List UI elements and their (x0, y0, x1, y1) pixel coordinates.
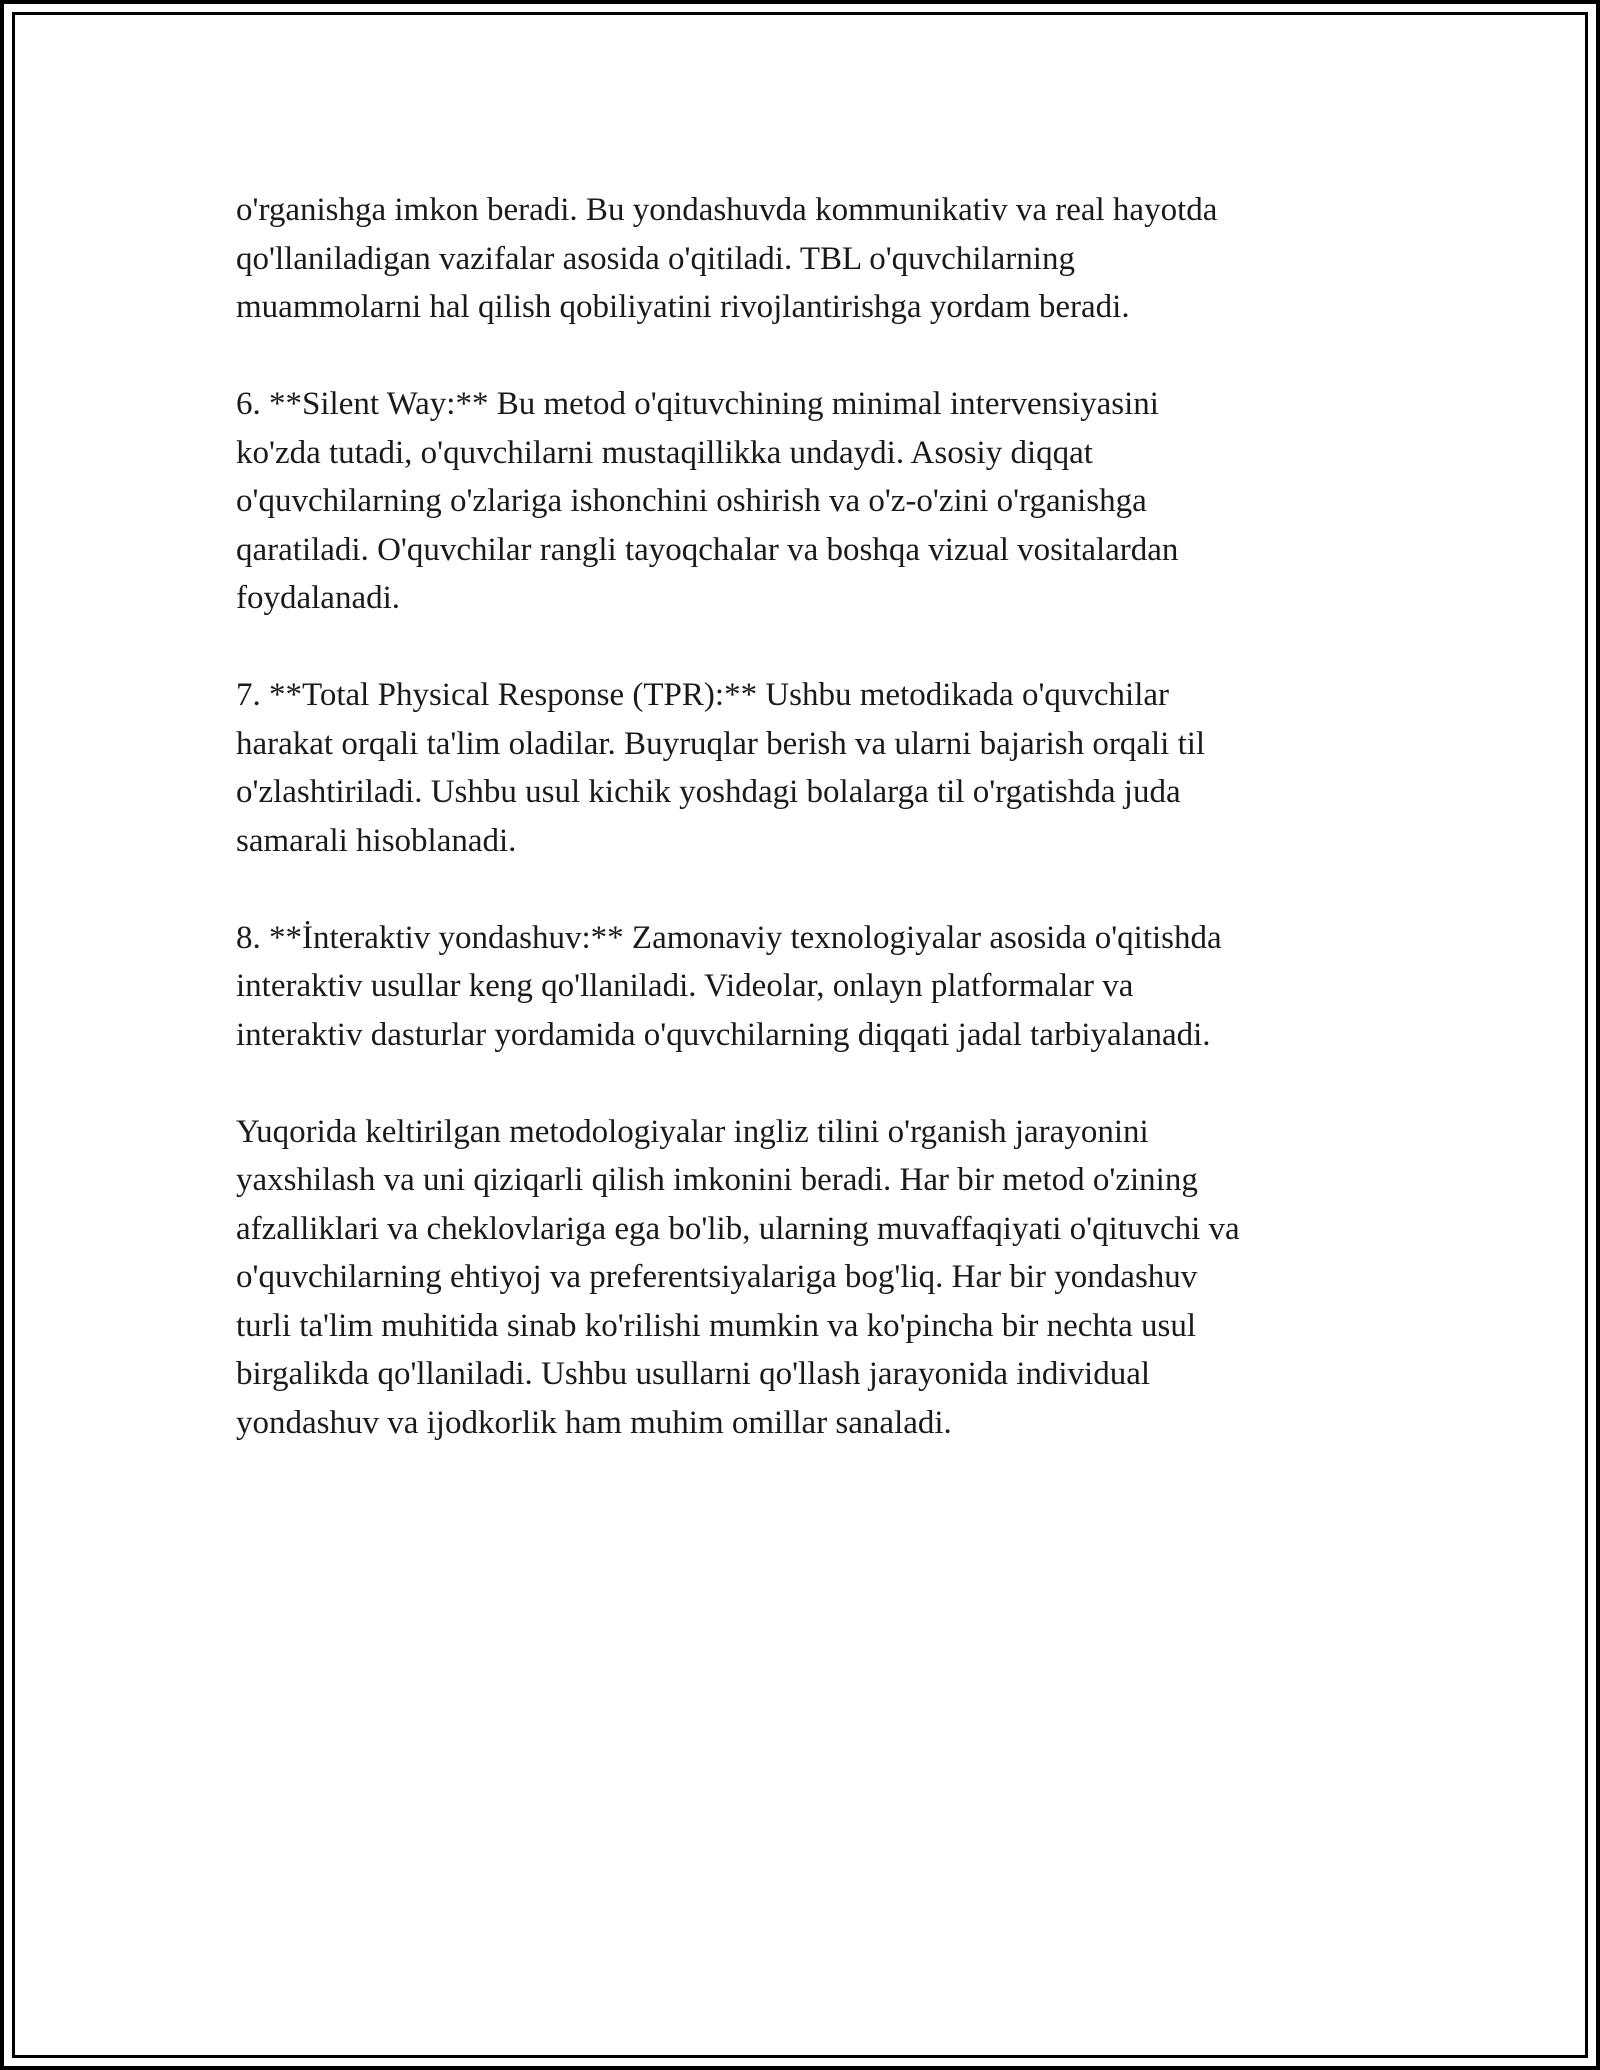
paragraph-interactive-approach: 8. **İnteraktiv yondashuv:** Zamonaviy texnologiyalar asosida o'qitishda interaktiv usullar keng qo'llaniladi. Videolar, onlayn platformalar va interaktiv dasturlar yordamida o'quvchilarning diqqati jadal tarbiyalanadi. (236, 919, 1222, 1053)
paragraph-tbl-continuation: o'rganishga imkon beradi. Bu yondashuvda kommunikativ va real hayotda qo'llaniladigan vazifalar asosida o'qitiladi. TBL o'quvchilarning muammolarni hal qilish qobiliyatini rivojlantirishga yordam beradi. (236, 192, 1218, 325)
document-body (236, 186, 1366, 1447)
paragraph-total-physical-response: 7. **Total Physical Response (TPR):** Ushbu metodikada o'quvchilar harakat orqali ta'lim oladilar. Buyruqlar berish va ularni bajarish orqali til o'zlashtiriladi. Ushbu usul kichik yoshdagi bolalarga til o'rgatishda juda samarali hisoblanadi. (236, 677, 1206, 859)
paragraph-silent-way: 6. **Silent Way:** Bu metod o'qituvchining minimal intervensiyasini ko'zda tutadi, o'quvchilarni mustaqillikka undaydi. Asosiy diqqat o'quvchilarning o'zlariga ishonchini oshirish va o'z-o'zini o'rganishga qaratiladi. O'quvchilar rangli tayoqchalar va boshqa vizual vositalardan foydalanadi. (236, 386, 1179, 616)
paragraph-conclusion: Yuqorida keltirilgan metodologiyalar ingliz tilini o'rganish jarayonini yaxshilash va uni qiziqarli qilish imkonini beradi. Har bir metod o'zining afzalliklari va cheklovlariga ega bo'lib, ularning muvaffaqiyati o'qituvchi va o'quvchilarning ehtiyoj va preferentsiyalariga bog'liq. Har bir yondashuv turli ta'lim muhitida sinab ko'rilishi mumkin va ko'pincha bir nechta usul birgalikda qo'llaniladi. Ushbu usullarni qo'llash jarayonida individual yondashuv va ijodkorlik ham muhim omillar sanaladi. (236, 1113, 1240, 1441)
